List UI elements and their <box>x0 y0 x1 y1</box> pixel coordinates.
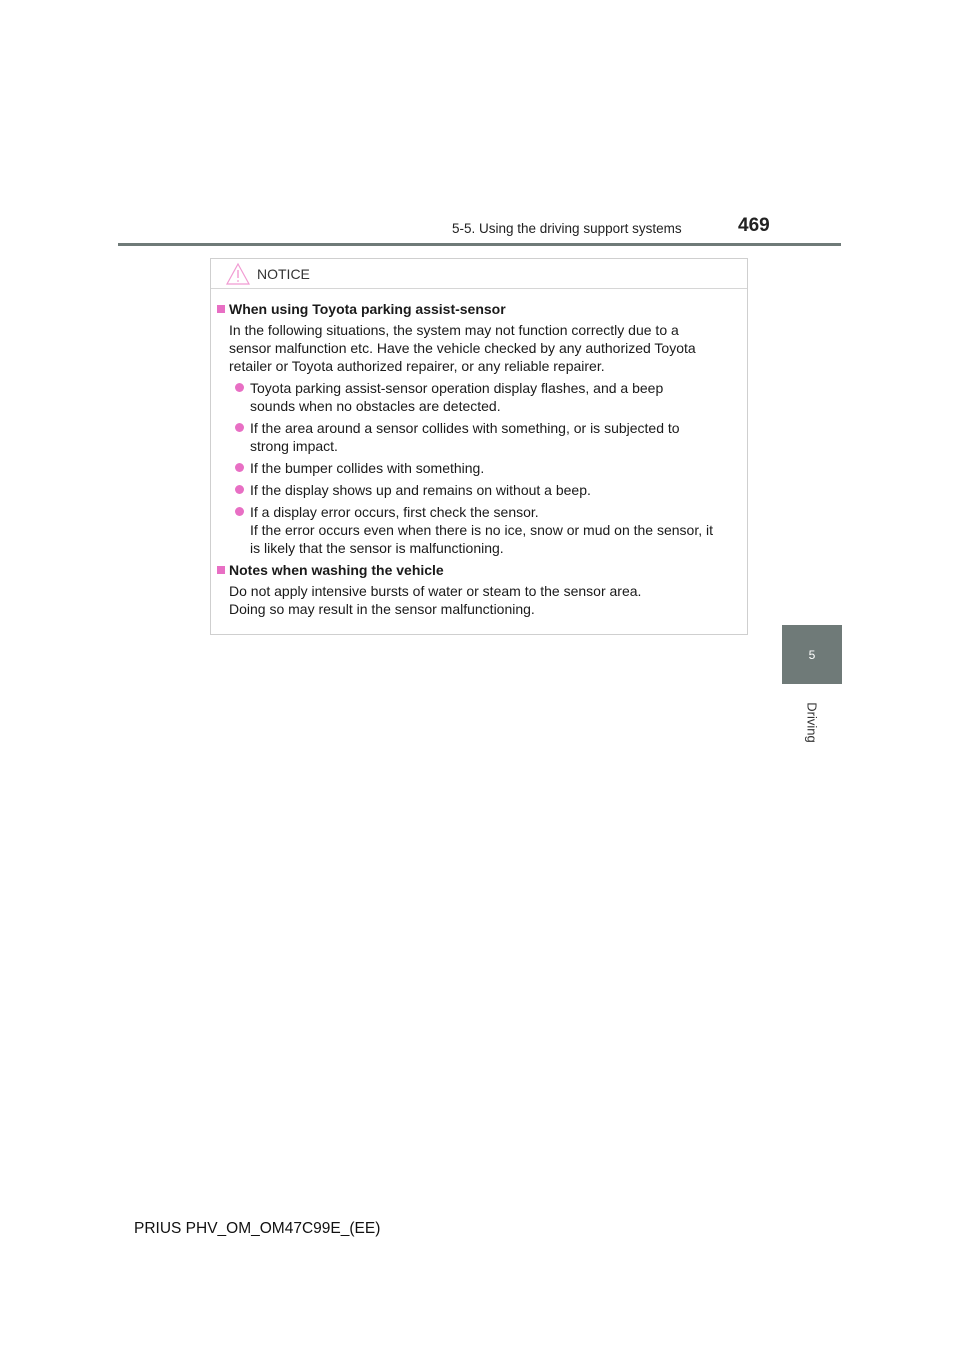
list-item-line: strong impact. <box>250 438 338 454</box>
footer-model-code: PRIUS PHV_OM_OM47C99E_(EE) <box>134 1220 381 1237</box>
notice-header <box>211 259 747 289</box>
paragraph-line: In the following situations, the system may not function correctly due to a <box>229 322 679 338</box>
list-item-text <box>250 379 741 415</box>
square-bullet-icon <box>217 305 225 313</box>
notice-title: NOTICE <box>257 265 310 282</box>
list-item-text <box>250 503 741 557</box>
page-number: 469 <box>738 215 770 236</box>
list-item <box>217 481 741 499</box>
list-item <box>217 419 741 455</box>
warning-triangle-icon <box>225 262 251 286</box>
list-item-line: If the bumper collides with something. <box>250 460 485 476</box>
round-bullet-icon <box>235 507 244 516</box>
notice-paragraph <box>217 321 741 375</box>
list-item-line: If a display error occurs, first check the sensor. <box>250 504 539 520</box>
list-item-line: If the error occurs even when there is no ice, snow or mud on the sensor, it <box>250 522 714 538</box>
notice-section-heading <box>217 561 741 579</box>
header-section-title: 5-5. Using the driving support systems <box>452 221 682 236</box>
notice-section-heading <box>217 300 741 318</box>
paragraph-line: retailer or Toyota authorized repairer, or any reliable repairer. <box>229 358 605 374</box>
paragraph-line: Doing so may result in the sensor malfunctioning. <box>229 601 535 617</box>
round-bullet-icon <box>235 423 244 432</box>
square-bullet-icon <box>217 566 225 574</box>
notice-body <box>211 289 747 618</box>
list-item-line: If the display shows up and remains on without a beep. <box>250 482 591 498</box>
chapter-tab-label: Driving <box>804 702 820 743</box>
list-item-text <box>250 459 741 477</box>
paragraph-line: sensor malfunction etc. Have the vehicle checked by any authorized Toyota <box>229 340 696 356</box>
header-rule <box>118 243 841 246</box>
list-item <box>217 503 741 557</box>
notice-section-heading-text: When using Toyota parking assist-sensor <box>229 301 506 317</box>
notice-paragraph <box>217 582 741 618</box>
list-item <box>217 459 741 477</box>
list-item-line: sounds when no obstacles are detected. <box>250 398 501 414</box>
list-item-text <box>250 419 741 455</box>
notice-box <box>210 258 748 635</box>
list-item <box>217 379 741 415</box>
round-bullet-icon <box>235 463 244 472</box>
chapter-tab-number: 5 <box>808 647 816 662</box>
list-item-line: Toyota parking assist-sensor operation display flashes, and a beep <box>250 380 664 396</box>
notice-section-heading-text: Notes when washing the vehicle <box>229 562 444 578</box>
list-item-text <box>250 481 741 499</box>
list-item-line: is likely that the sensor is malfunctioning. <box>250 540 504 556</box>
list-item-line: If the area around a sensor collides with something, or is subjected to <box>250 420 680 436</box>
chapter-tab[interactable] <box>782 625 842 684</box>
round-bullet-icon <box>235 383 244 392</box>
paragraph-line: Do not apply intensive bursts of water or steam to the sensor area. <box>229 583 642 599</box>
round-bullet-icon <box>235 485 244 494</box>
